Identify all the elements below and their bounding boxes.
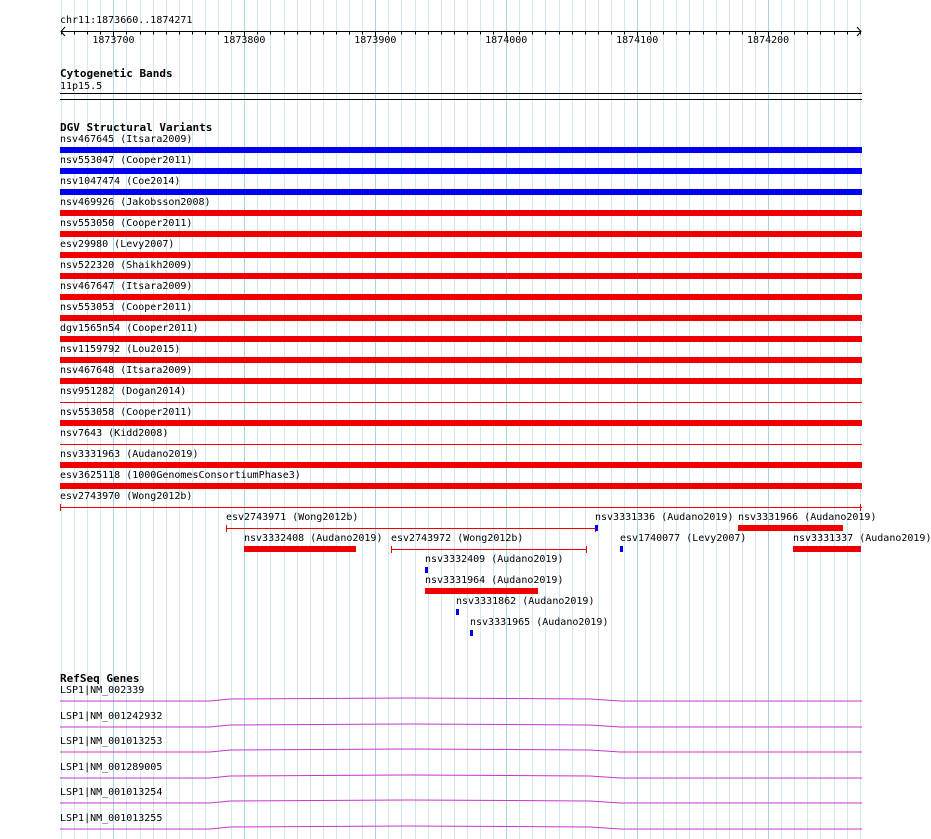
dgv-variant-bar[interactable] <box>425 567 428 573</box>
dgv-variant-bar[interactable] <box>425 588 538 594</box>
dgv-variant-label[interactable]: nsv3331337 (Audano2019) <box>793 533 931 544</box>
dgv-variant-bar[interactable] <box>60 378 862 384</box>
refseq-gene-intron-line <box>60 749 862 752</box>
refseq-gene-intron-line <box>60 698 862 701</box>
refseq-gene-intron-line <box>60 826 862 829</box>
dgv-variant-bar[interactable] <box>620 546 623 552</box>
dgv-variant-bar[interactable] <box>595 525 598 531</box>
cyto-band-label: 11p15.5 <box>60 81 103 92</box>
dgv-variant-label[interactable]: nsv1047474 (Coe2014) <box>60 176 181 187</box>
dgv-variant-label[interactable]: nsv553053 (Cooper2011) <box>60 302 193 313</box>
refseq-gene-intron-line <box>60 775 862 778</box>
dgv-variant-bar[interactable] <box>60 273 862 279</box>
dgv-variant-label[interactable]: nsv3332409 (Audano2019) <box>425 554 564 565</box>
dgv-track-title: DGV Structural Variants <box>60 121 213 134</box>
refseq-gene-label[interactable]: LSP1|NM_001289005 <box>60 761 163 773</box>
dgv-variant-label[interactable]: nsv3331963 (Audano2019) <box>60 449 199 460</box>
dgv-variant-bar[interactable] <box>60 168 862 174</box>
dgv-variant-label[interactable]: nsv7643 (Kidd2008) <box>60 428 169 439</box>
ruler-tick-label: 1873800 <box>223 35 266 46</box>
ruler-tick-label: 1874200 <box>747 35 790 46</box>
cyto-band-line-top[interactable] <box>60 93 862 94</box>
dgv-variant-label[interactable]: nsv467648 (Itsara2009) <box>60 365 193 376</box>
dgv-variant-bar[interactable] <box>60 294 862 300</box>
dgv-variant-label[interactable]: nsv553050 (Cooper2011) <box>60 218 193 229</box>
cyto-track-title: Cytogenetic Bands <box>60 67 173 80</box>
ruler-tick-label: 1874000 <box>485 35 528 46</box>
refseq-track-title: RefSeq Genes <box>60 672 140 685</box>
dgv-variant-label[interactable]: nsv467647 (Itsara2009) <box>60 281 193 292</box>
cyto-band-line-bottom[interactable] <box>60 99 862 100</box>
refseq-gene-label[interactable]: LSP1|NM_001013253 <box>60 736 163 747</box>
dgv-variant-cap <box>586 546 587 553</box>
dgv-variant-bar[interactable] <box>60 462 862 468</box>
dgv-variant-bar[interactable] <box>60 315 862 321</box>
ruler-tick-label: 1874100 <box>616 35 659 46</box>
dgv-variant-bar[interactable] <box>244 546 356 552</box>
refseq-gene-model[interactable] <box>60 823 864 831</box>
ruler-track[interactable] <box>0 22 890 72</box>
dgv-variant-label[interactable]: nsv3332408 (Audano2019) <box>244 533 383 544</box>
refseq-gene-model[interactable] <box>60 746 864 754</box>
dgv-variant-label[interactable]: esv3625118 (1000GenomesConsortiumPhase3) <box>60 470 301 481</box>
dgv-variant-bar[interactable] <box>60 507 862 508</box>
refseq-gene-label[interactable]: LSP1|NM_002339 <box>60 685 145 696</box>
dgv-variant-bar[interactable] <box>470 630 473 636</box>
dgv-variant-cap <box>860 504 861 511</box>
refseq-gene-model[interactable] <box>60 695 864 703</box>
dgv-variant-bar[interactable] <box>738 525 843 531</box>
dgv-variant-bar[interactable] <box>60 444 862 445</box>
dgv-variant-bar[interactable] <box>60 252 862 258</box>
ruler-location: chr11:1873660..1874271 <box>60 15 193 26</box>
dgv-variant-bar[interactable] <box>60 189 862 195</box>
refseq-gene-intron-line <box>60 724 862 727</box>
dgv-variant-bar[interactable] <box>226 528 595 529</box>
dgv-variant-label[interactable]: nsv3331965 (Audano2019) <box>470 617 609 628</box>
dgv-variant-bar[interactable] <box>60 231 862 237</box>
dgv-variant-bar[interactable] <box>60 357 862 363</box>
ruler-tick-label: 1873900 <box>354 35 397 46</box>
dgv-variant-bar[interactable] <box>60 483 862 489</box>
dgv-variant-bar[interactable] <box>60 336 862 342</box>
refseq-gene-model[interactable] <box>60 797 864 805</box>
dgv-variant-bar[interactable] <box>60 147 862 153</box>
dgv-variant-bar[interactable] <box>60 420 862 426</box>
refseq-gene-model[interactable] <box>60 721 864 729</box>
refseq-gene-model[interactable] <box>60 772 864 780</box>
dgv-variant-label[interactable]: nsv3331336 (Audano2019) <box>595 512 734 523</box>
dgv-variant-label[interactable]: nsv951282 (Dogan2014) <box>60 386 187 397</box>
refseq-gene-label[interactable]: LSP1|NM_001013255 <box>60 812 163 824</box>
dgv-variant-label[interactable]: esv29980 (Levy2007) <box>60 239 175 250</box>
dgv-variant-label[interactable]: esv2743972 (Wong2012b) <box>391 533 524 544</box>
dgv-variant-label[interactable]: nsv553058 (Cooper2011) <box>60 407 193 418</box>
dgv-variant-cap <box>60 504 61 511</box>
dgv-variant-label[interactable]: nsv1159792 (Lou2015) <box>60 344 181 355</box>
ruler-tick-label: 1873700 <box>92 35 135 46</box>
dgv-variant-label[interactable]: nsv3331862 (Audano2019) <box>456 596 595 607</box>
dgv-variant-label[interactable]: nsv467645 (Itsara2009) <box>60 134 193 145</box>
dgv-variant-label[interactable]: esv2743970 (Wong2012b) <box>60 491 193 502</box>
dgv-variant-label[interactable]: esv2743971 (Wong2012b) <box>226 512 359 523</box>
refseq-gene-intron-line <box>60 800 862 803</box>
dgv-variant-label[interactable]: nsv553047 (Cooper2011) <box>60 155 193 166</box>
dgv-variant-label[interactable]: dgv1565n54 (Cooper2011) <box>60 323 199 334</box>
refseq-gene-label[interactable]: LSP1|NM_001013254 <box>60 787 163 798</box>
dgv-variant-label[interactable]: esv1740077 (Levy2007) <box>620 533 747 544</box>
dgv-variant-bar[interactable] <box>456 609 459 615</box>
dgv-variant-label[interactable]: nsv469926 (Jakobsson2008) <box>60 197 211 208</box>
dgv-variant-bar[interactable] <box>793 546 861 552</box>
refseq-gene-label[interactable]: LSP1|NM_001242932 <box>60 710 163 722</box>
dgv-variant-bar[interactable] <box>391 549 586 550</box>
dgv-variant-label[interactable]: nsv522320 (Shaikh2009) <box>60 260 193 271</box>
dgv-variant-label[interactable]: nsv3331964 (Audano2019) <box>425 575 564 586</box>
dgv-variant-bar[interactable] <box>60 210 862 216</box>
dgv-variant-label[interactable]: nsv3331966 (Audano2019) <box>738 512 877 523</box>
dgv-variant-bar[interactable] <box>60 402 862 403</box>
